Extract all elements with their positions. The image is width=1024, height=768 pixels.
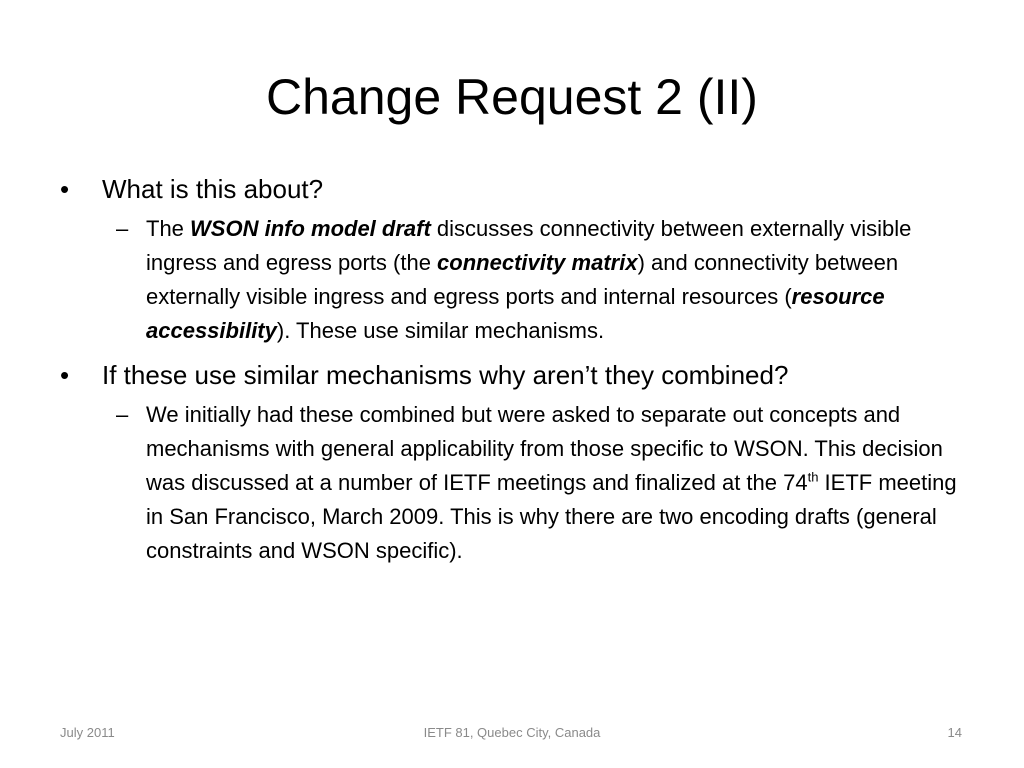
term-connectivity-matrix: connectivity matrix — [437, 250, 638, 275]
sub-text-1-part-4: ). These use similar mechanisms. — [276, 318, 605, 343]
sub-text-1-part-3: ) and connectivity between externally visible ingress and egress ports and internal resources ( — [146, 250, 899, 309]
sub-text-1-part-1: The — [146, 216, 191, 241]
ordinal-superscript: th — [807, 469, 819, 485]
bullet-text-2: If these use similar mechanisms why aren’t they combined? — [102, 360, 789, 390]
slide-number: 14 — [947, 725, 962, 740]
footer-event: IETF 81, Quebec City, Canada — [423, 725, 601, 740]
sub-text-2-part-1: We initially had these combined but were asked to separate out concepts and mechanisms with general applicability from those specific to WSON. This decision was discussed at a number of IETF meetings and finalized at the 74 — [146, 402, 943, 495]
sub-item-2 — [116, 398, 966, 568]
slide-title: Change Request 2 (II) — [266, 69, 758, 125]
bullet-icon: • — [60, 360, 70, 390]
sub-item-1 — [116, 212, 966, 348]
term-resource-accessibility: resource accessibility — [146, 284, 885, 343]
bullet-item-1 — [58, 172, 978, 206]
bullet-text-1: What is this about? — [102, 174, 324, 204]
sub-text-1-part-2: discusses connectivity between externally visible ingress and egress ports (the — [146, 216, 912, 275]
bullet-item-2 — [58, 358, 978, 392]
sub-text-2-part-2: IETF meeting in San Francisco, March 2009. This is why there are two encoding drafts (general constraints and WSON specific). — [146, 470, 957, 563]
bullet-icon: • — [60, 174, 70, 204]
footer-date: July 2011 — [60, 725, 115, 740]
slide-body — [58, 172, 978, 578]
term-wson-info-model-draft: WSON info model draft — [190, 216, 431, 241]
dash-icon: – — [116, 216, 129, 241]
dash-icon: – — [116, 402, 129, 427]
